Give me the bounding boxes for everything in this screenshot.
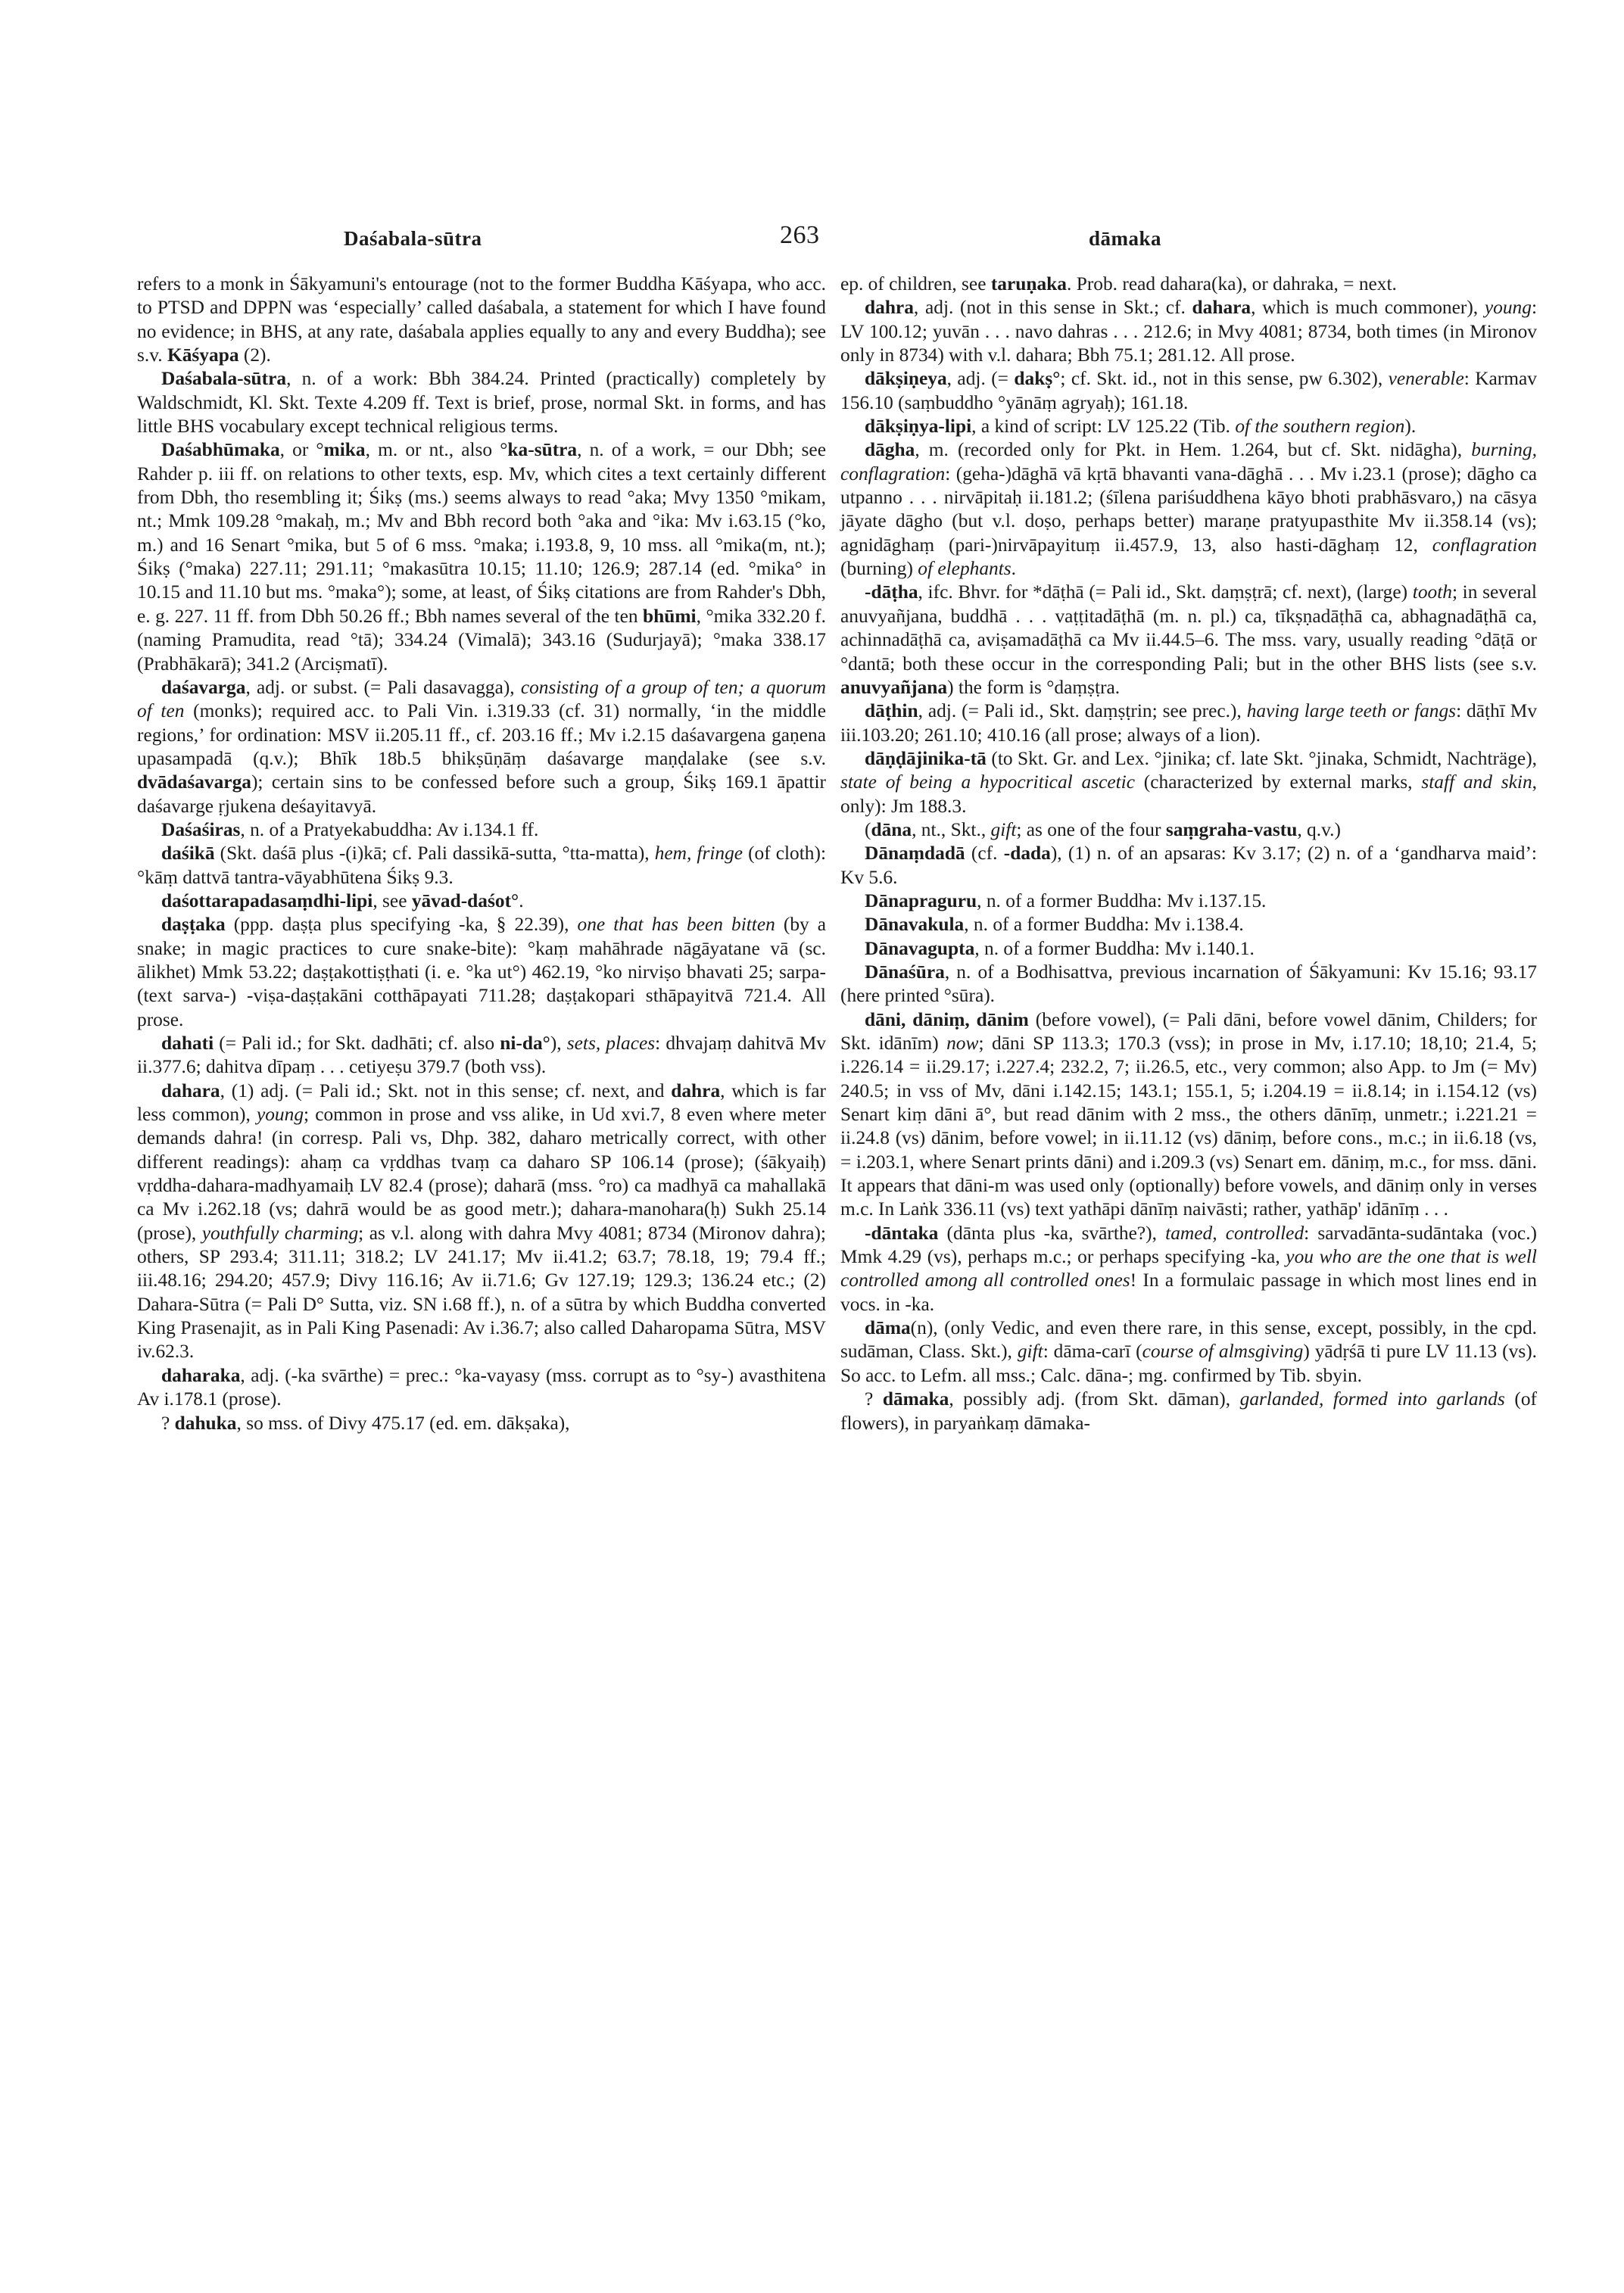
dictionary-entry: ? dahuka, so mss. of Divy 475.17 (ed. em. dākṣaka), <box>161 1412 570 1434</box>
dictionary-entry: Dānaṃdadā (cf. -dada), (1) n. of an apsaras: Kv 3.17; (2) n. of a ‘gandharva maid’: Kv 5.6. <box>840 843 1537 888</box>
right-running-headword: dāmaka <box>1089 227 1162 250</box>
right-column <box>840 273 1537 1435</box>
dictionary-entry: dahara, (1) adj. (= Pali id.; Skt. not in this sense; cf. next, and dahra, which is far less common), young; common in prose and vss alike, in Ud xvi.7, 8 even where meter demands dahra! (in corresp. Pali vs, Dhp. 382, daharo metrically correct, with other different readings): ahaṃ ca vṛddhas tvaṃ ca daharo SP 106.14 (prose); (śākyaiḥ) vṛddha-dahara-madhyamaiḥ LV 82.4 (prose); daharā (mss. °ro) ca madhyā ca mahallakā ca Mv i.262.18 (vs; dahrā would be as good metr.); dahara-manohara(ḥ) Sukh 25.14 (prose), youthfully charming; as v.l. along with dahra Mvy 4081; 8734 (Mironov dahra); others, SP 293.4; 311.11; 318.2; LV 241.17; Mv ii.41.2; 63.7; 78.18, 19; 79.4 ff.; iii.48.16; 294.20; 457.9; Divy 116.16; Av ii.71.6; Gv 127.19; 129.3; 136.24 etc.; (2) Dahara-Sūtra (= Pali D° Sutta, viz. SN i.68 ff.), n. of a sūtra by which Buddha converted King Prasenajit, as in Pali King Pasenadi: Av i.36.7; also called Daharopama Sūtra, MSV iv.62.3. <box>137 1080 826 1363</box>
dictionary-entry: dāma(n), (only Vedic, and even there rare, in this sense, except, possibly, in the cpd. sudāman, Class. Skt.), gift: dāma-carī (course of almsgiving) yādṛśā ti pure LV 11.13 (vs). So acc. to Lefm. all mss.; Calc. dāna-; mg. confirmed by Tib. sbyin. <box>840 1317 1538 1386</box>
dictionary-entry: dāni, dāniṃ, dānim (before vowel), (= Pali dāni, before vowel dānim, Childers; for Skt. idānīm) now; dāni SP 113.3; 170.3 (vss); in prose in Mv, i.17.10; 18,10; 21.4, 5; i.226.14 = ii.29.17; i.227.4; 232.2, 7; ii.26.5, etc., very common; also App. to Jm (= Mv) 240.5; in vss of Mv, dāni i.142.15; 143.1; 155.1, 5; i.204.19 = ii.8.14; in i.154.12 (vs) Senart kiṃ dāni ā°, but read dānim with 2 mss., the others dānīṃ, unmetr.; i.221.21 = ii.24.8 (vs) dānim, before vowel; in ii.11.12 (vs) dāniṃ, before cons., m.c.; in ii.6.18 (vs, = i.203.1, where Senart prints dāni) and i.209.3 (vs) Senart em. dāniṃ, m.c., for mss. dāni. It appears that dāni-m was used only (optionally) before vowels, and dāniṃ only in verses m.c. In Laṅk 336.11 (vs) text yathāpi dānīṃ naivāsti; rather, yathāp' idānīṃ . . . <box>840 1008 1537 1220</box>
dictionary-entry: Daśabala-sūtra, n. of a work: Bbh 384.24. Printed (practically) completely by Waldschmidt, Kl. Skt. Texte 4.209 ff. Text is brief, prose, normal Skt. in forms, and has little BHS vocabulary except technical religious terms. <box>137 368 826 438</box>
page-header <box>136 221 1488 257</box>
dictionary-entry: dākṣiṇya-lipi, a kind of script: LV 125.22 (Tib. of the southern region). <box>865 416 1417 438</box>
dictionary-entry: Dānavagupta, n. of a former Buddha: Mv i.140.1. <box>865 937 1255 959</box>
dictionary-entry: daṣṭaka (ppp. daṣṭa plus specifying -ka, § 22.39), one that has been bitten (by a snake; in magic practices to cure snake-bite): °kaṃ mahāhrade nāgāyatane vā (sc. ālikhet) Mmk 53.22; daṣṭakottiṣṭhati (i. e. °ka ut°) 462.19, °ko nirviṣo bhavati 25; sarpa- (text sarva-) -viṣa-daṣṭakāni cotthāpayati 711.28; daṣṭakopari sthāpayitvā 721.4. All prose. <box>137 914 827 1030</box>
dictionary-entry: Dānaśūra, n. of a Bodhisattva, previous incarnation of Śākyamuni: Kv 15.16; 93.17 (here printed °sūra). <box>840 961 1537 1007</box>
dictionary-entry: Dānavakula, n. of a former Buddha: Mv i.138.4. <box>865 914 1244 936</box>
dictionary-entry: Dānapraguru, n. of a former Buddha: Mv i.137.15. <box>865 889 1267 911</box>
dictionary-entry: (dāna, nt., Skt., gift; as one of the four saṃgraha-vastu, q.v.) <box>865 818 1341 840</box>
left-column <box>137 273 826 1435</box>
left-running-headword: Daśabala-sūtra <box>344 227 482 250</box>
dictionary-entry: ep. of children, see taruṇaka. Prob. read dahara(ka), or dahraka, = next. <box>840 273 1397 294</box>
dictionary-entry: dāṭhin, adj. (= Pali id., Skt. daṃṣṭrin; see prec.), having large teeth or fangs: dāṭhī Mv iii.103.20; 261.10; 410.16 (all prose; always of a lion). <box>840 700 1538 746</box>
dictionary-entry: Daśaśiras, n. of a Pratyekabuddha: Av i.134.1 ff. <box>161 818 539 840</box>
page-number: 263 <box>780 221 820 249</box>
dictionary-entry: dahati (= Pali id.; for Skt. dadhāti; cf. also ni-da°), sets, places: dhvajaṃ dahitvā Mv ii.377.6; dahitva dīpaṃ . . . cetiyeṣu 379.7 (both vss). <box>137 1033 826 1078</box>
dictionary-entry: daśottarapadasaṃdhi-lipi, see yāvad-daśot°. <box>161 889 524 911</box>
dictionary-entry: daśavarga, adj. or subst. (= Pali dasavagga), consisting of a group of ten; a quorum of ten (monks); required acc. to Pali Vin. i.319.33 (cf. 31) normally, ‘in the middle regions,’ for ordination: MSV ii.205.11 ff., cf. 203.16 ff.; Mv i.2.15 daśavargena gaṇena upasampadā (q.v.); Bhīk 18b.5 bhikṣūṇāṃ daśavarge maṇḍalake (see s.v. dvādaśavarga); certain sins to be confessed before such a group, Śikṣ 169.1 āpattir daśavarge ṛjukena deśayitavyā. <box>137 676 827 817</box>
dictionary-entry: -dāṭha, ifc. Bhvr. for *dāṭhā (= Pali id., Skt. daṃṣṭrā; cf. next), (large) tooth; in several anuvyañjana, buddhā . . . vaṭṭitadāṭhā (m. n. pl.) ca, tīkṣṇadāṭhā ca, abhagnadāṭhā ca, achinnadāṭhā ca, aviṣamadāṭhā ca Mv ii.44.5–6. The mss. vary, usually reading °dāṭā or °dantā; both these occur in the corresponding Pali; but in the other BHS lists (see s.v. anuvyañjana) the form is °daṃṣṭra. <box>840 581 1537 698</box>
dictionary-entry: Daśabhūmaka, or °mika, m. or nt., also °ka-sūtra, n. of a work, = our Dbh; see Rahder p. iii ff. on relations to other texts, esp. Mv, which cites a text certainly different from Dbh, tho resembling it; Śikṣ (ms.) seems always to read °aka; Mvy 1350 °mikam, nt.; Mmk 109.28 °makaḥ, m.; Mv and Bbh record both °aka and °ika: Mv i.63.15 (°ko, m.) and 16 Senart °mika, but 5 of 6 mss. °maka; i.193.8, 9, 10 mss. all °mika(m, nt.); Śikṣ (°maka) 227.11; 291.11; °makasūtra 10.15; 11.10; 126.9; 287.14 (ed. °mika° in 10.15 and 11.10 but ms. °maka°); some, at least, of Śikṣ citations are from Rahder's Dbh, e. g. 227. 11 ff. from Dbh 50.26 ff.; Bbh names several of the ten bhūmi, °mika 332.20 f. (naming Pramudita, read °tā); 334.24 (Vimalā); 343.16 (Sudurjayā); °maka 338.17 (Prabhākarā); 341.2 (Arciṣmatī). <box>137 439 826 675</box>
dictionary-entry: refers to a monk in Śākyamuni's entourage (not to the former Buddha Kāśyapa, who acc. to PTSD and DPPN was ‘especially’ called daśabala, a statement for which I have found no evidence; in BHS, at any rate, daśabala applies equally to any and every Buddha); see s.v. Kāśyapa (2). <box>137 273 826 366</box>
dictionary-entry: -dāntaka (dānta plus -ka, svārthe?), tamed, controlled: sarvadānta-sudāntaka (voc.) Mmk 4.29 (vs), perhaps m.c.; or perhaps specifying -ka, you who are the one that is well controlled among all controlled ones! In a formulaic passage in which most lines end in vocs. in -ka. <box>840 1222 1538 1315</box>
dictionary-entry: dahra, adj. (not in this sense in Skt.; cf. dahara, which is much commoner), young: LV 100.12; yuvān . . . navo dahras . . . 212.6; in Mvy 4081; 8734, both times (in Mironov only in 8734) with v.l. dahara; Bbh 75.1; 281.12. All prose. <box>840 297 1537 366</box>
dictionary-entry: dāgha, m. (recorded only for Pkt. in Hem. 1.264, but cf. Skt. nidāgha), burning, conflagration: (geha-)dāghā vā kṛtā bhavanti vana-dāghā . . . Mv i.23.1 (prose); dāgho ca utpanno . . . nirvāpitaḥ ii.181.2; (śīlena pariśuddhena kāyo bhoti prabhāsvaro,) na cāsya jāyate dāgho (but v.l. doṣo, perhaps better) maraṇe pratyupasthite Mv ii.358.14 (vs); agnidāghaṃ (pari-)nirvāpayituṃ ii.457.9, 13, also hasti-dāghaṃ 12, conflagration (burning) of elephants. <box>840 439 1537 580</box>
dictionary-entry: dāṇḍājinika-tā (to Skt. Gr. and Lex. °jinika; cf. late Skt. °jinaka, Schmidt, Nachträge), state of being a hypocritical ascetic (characterized by external marks, staff and skin, only): Jm 188.3. <box>840 747 1537 817</box>
dictionary-entry: dākṣiṇeya, adj. (= dakṣ°; cf. Skt. id., not in this sense, pw 6.302), venerable: Karmav 156.10 (saṃbuddho °yānāṃ agryaḥ); 161.18. <box>840 368 1537 413</box>
dictionary-entry: daśikā (Skt. daśā plus -(i)kā; cf. Pali dassikā-sutta, °tta-matta), hem, fringe (of cloth): °kāṃ dattvā tantra-vāyabhūtena Śikṣ 9.3. <box>137 843 826 888</box>
dictionary-entry: ? dāmaka, possibly adj. (from Skt. dāman), garlanded, formed into garlands (of flowers), in paryaṅkaṃ dāmaka- <box>840 1388 1537 1434</box>
dictionary-entry: daharaka, adj. (-ka svārthe) = prec.: °ka-vayasy (mss. corrupt as to °sy-) avasthitena Av i.178.1 (prose). <box>137 1364 826 1410</box>
